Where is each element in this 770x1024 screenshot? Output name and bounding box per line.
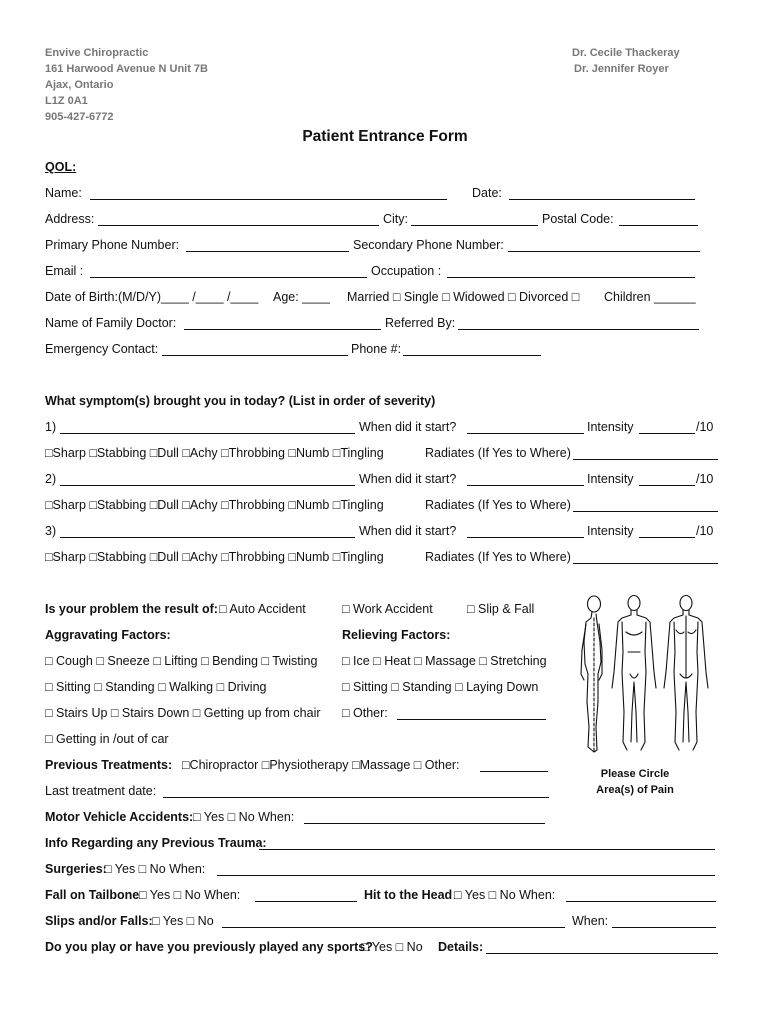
slips-when-label: When: <box>572 914 609 928</box>
clinic-city: Ajax, Ontario <box>45 79 114 91</box>
referred-by-label: Referred By: <box>385 316 456 330</box>
symptom-3-start-field[interactable] <box>467 537 584 538</box>
sports-options[interactable]: □ Yes □ No <box>361 940 423 954</box>
occupation-field[interactable] <box>447 277 695 278</box>
emergency-contact-field[interactable] <box>162 355 348 356</box>
front-view-figure <box>612 596 656 751</box>
city-label: City: <box>383 212 408 226</box>
age-label[interactable]: Age: ____ <box>273 290 330 304</box>
symptom-quality-options[interactable]: □Sharp □Stabbing □Dull □Achy □Throbbing □Numb □Tingling <box>45 550 384 564</box>
symptom-3-radiates-field[interactable] <box>573 563 718 564</box>
section-qol-heading: QOL: <box>45 160 77 174</box>
symptom-number: 1) <box>45 420 57 434</box>
sports-details-field[interactable] <box>486 953 718 954</box>
intensity-label: Intensity <box>587 420 634 434</box>
aggravating-options[interactable]: □ Stairs Up □ Stairs Down □ Getting up from chair <box>45 706 321 720</box>
pain-caption-line: Area(s) of Pain <box>596 784 674 796</box>
slips-falls-label: Slips and/or Falls: <box>45 914 153 928</box>
dob-label[interactable]: Date of Birth:(M/D/Y)____ /____ /____ <box>45 290 259 304</box>
date-field[interactable] <box>509 199 695 200</box>
when-start-label: When did it start? <box>359 420 457 434</box>
symptom-1-radiates-field[interactable] <box>573 459 718 460</box>
family-doctor-label: Name of Family Doctor: <box>45 316 177 330</box>
slips-when-field[interactable] <box>612 927 716 928</box>
emergency-phone-field[interactable] <box>403 355 541 356</box>
postal-code-label: Postal Code: <box>542 212 614 226</box>
address-field[interactable] <box>98 225 379 226</box>
symptom-quality-options[interactable]: □Sharp □Stabbing □Dull □Achy □Throbbing □Numb □Tingling <box>45 446 384 460</box>
auto-accident-checkbox[interactable]: □ Auto Accident <box>219 602 306 616</box>
primary-phone-label: Primary Phone Number: <box>45 238 180 252</box>
symptom-2-field[interactable] <box>60 485 355 486</box>
mva-label: Motor Vehicle Accidents: <box>45 810 194 824</box>
symptom-3-intensity-field[interactable] <box>639 537 695 538</box>
trauma-label: Info Regarding any Previous Trauma: <box>45 836 267 850</box>
when-start-label: When did it start? <box>359 472 457 486</box>
email-label: Email : <box>45 264 84 278</box>
body-diagram[interactable] <box>572 592 720 760</box>
aggravating-options[interactable]: □ Cough □ Sneeze □ Lifting □ Bending □ Twisting <box>45 654 318 668</box>
back-view-figure <box>664 596 708 751</box>
intensity-scale: /10 <box>696 472 714 486</box>
name-label: Name: <box>45 186 82 200</box>
surgeries-when-field[interactable] <box>217 875 715 876</box>
relieving-other-field[interactable] <box>397 719 546 720</box>
last-treatment-label: Last treatment date: <box>45 784 157 798</box>
occupation-label: Occupation : <box>371 264 442 278</box>
symptom-number: 2) <box>45 472 57 486</box>
date-label: Date: <box>472 186 502 200</box>
symptom-2-start-field[interactable] <box>467 485 584 486</box>
previous-treatments-other-field[interactable] <box>480 771 548 772</box>
when-start-label: When did it start? <box>359 524 457 538</box>
postal-code-field[interactable] <box>619 225 698 226</box>
last-treatment-field[interactable] <box>163 797 549 798</box>
aggravating-options[interactable]: □ Sitting □ Standing □ Walking □ Driving <box>45 680 267 694</box>
phone-label: Phone #: <box>351 342 402 356</box>
head-hit-label: Hit to the Head <box>364 888 453 902</box>
clinic-name: Envive Chiropractic <box>45 47 149 59</box>
work-accident-checkbox[interactable]: □ Work Accident <box>342 602 433 616</box>
symptoms-heading: What symptom(s) brought you in today? (List in order of severity) <box>45 394 436 408</box>
relieving-other-checkbox[interactable]: □ Other: <box>342 706 388 720</box>
radiates-label: Radiates (If Yes to Where) <box>425 550 571 564</box>
clinic-postal: L1Z 0A1 <box>45 95 88 107</box>
email-field[interactable] <box>90 277 367 278</box>
secondary-phone-label: Secondary Phone Number: <box>353 238 504 252</box>
cause-question: Is your problem the result of: <box>45 602 218 616</box>
side-view-figure <box>581 596 602 752</box>
mva-when-field[interactable] <box>304 823 545 824</box>
name-field[interactable] <box>90 199 447 200</box>
intensity-scale: /10 <box>696 524 714 538</box>
surgeries-label: Surgeries: <box>45 862 107 876</box>
relieving-options[interactable]: □ Sitting □ Standing □ Laying Down <box>342 680 539 694</box>
symptom-1-start-field[interactable] <box>467 433 584 434</box>
doctor-name: Dr. Cecile Thackeray <box>572 47 680 59</box>
surgeries-options[interactable]: □ Yes □ No When: <box>104 862 206 876</box>
secondary-phone-field[interactable] <box>508 251 700 252</box>
symptom-3-field[interactable] <box>60 537 355 538</box>
children-label[interactable]: Children ______ <box>604 290 696 304</box>
sports-details-label: Details: <box>438 940 484 954</box>
symptom-number: 3) <box>45 524 57 538</box>
family-doctor-field[interactable] <box>184 329 381 330</box>
aggravating-options[interactable]: □ Getting in /out of car <box>45 732 169 746</box>
previous-treatments-options[interactable]: □Chiropractor □Physiotherapy □Massage □ Other: <box>182 758 460 772</box>
tailbone-when-field[interactable] <box>255 901 357 902</box>
relieving-options[interactable]: □ Ice □ Heat □ Massage □ Stretching <box>342 654 547 668</box>
marital-status-options[interactable]: Married □ Single □ Widowed □ Divorced □ <box>347 290 580 304</box>
address-label: Address: <box>45 212 95 226</box>
doctor-name: Dr. Jennifer Royer <box>574 63 669 75</box>
trauma-field[interactable] <box>259 849 715 850</box>
head-hit-options[interactable]: □ Yes □ No When: <box>454 888 556 902</box>
slip-fall-checkbox[interactable]: □ Slip & Fall <box>467 602 535 616</box>
clinic-address: 161 Harwood Avenue N Unit 7B <box>45 63 208 75</box>
tailbone-label: Fall on Tailbone <box>45 888 140 902</box>
symptom-2-radiates-field[interactable] <box>573 511 718 512</box>
clinic-phone: 905-427-6772 <box>45 111 114 123</box>
primary-phone-field[interactable] <box>186 251 349 252</box>
intensity-label: Intensity <box>587 472 634 486</box>
emergency-contact-label: Emergency Contact: <box>45 342 159 356</box>
slips-falls-options[interactable]: □ Yes □ No <box>152 914 214 928</box>
sports-label: Do you play or have you previously played any sports? <box>45 940 373 954</box>
referred-by-field[interactable] <box>458 329 699 330</box>
head-hit-when-field[interactable] <box>566 901 716 902</box>
intensity-label: Intensity <box>587 524 634 538</box>
tailbone-options[interactable]: □ Yes □ No When: <box>139 888 241 902</box>
radiates-label: Radiates (If Yes to Where) <box>425 498 571 512</box>
symptom-quality-options[interactable]: □Sharp □Stabbing □Dull □Achy □Throbbing □Numb □Tingling <box>45 498 384 512</box>
symptom-2-intensity-field[interactable] <box>639 485 695 486</box>
symptom-1-field[interactable] <box>60 433 355 434</box>
pain-caption-line: Please Circle <box>600 768 670 780</box>
symptom-1-intensity-field[interactable] <box>639 433 695 434</box>
city-field[interactable] <box>411 225 538 226</box>
radiates-label: Radiates (If Yes to Where) <box>425 446 571 460</box>
slips-falls-details-field[interactable] <box>222 927 565 928</box>
aggravating-heading: Aggravating Factors: <box>45 628 171 642</box>
previous-treatments-label: Previous Treatments: <box>45 758 173 772</box>
form-title: Patient Entrance Form <box>302 128 468 145</box>
intensity-scale: /10 <box>696 420 714 434</box>
relieving-heading: Relieving Factors: <box>342 628 451 642</box>
mva-options[interactable]: □ Yes □ No When: <box>193 810 295 824</box>
